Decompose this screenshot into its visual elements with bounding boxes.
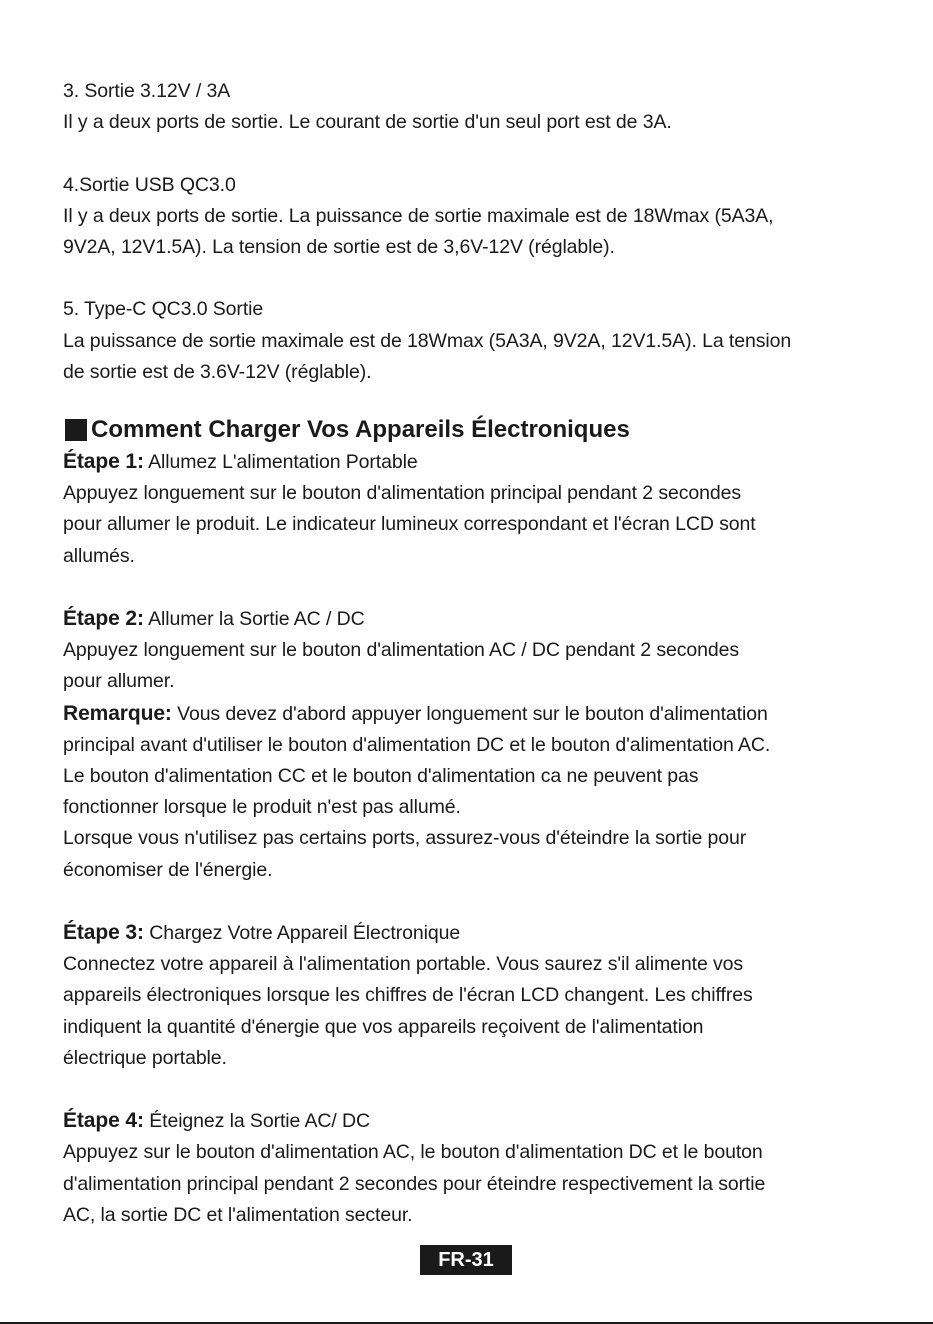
step-3-text-line-2: appareils électroniques lorsque les chiffres de l'écran LCD changent. Les chiffres <box>63 984 753 1007</box>
remark-line-2: principal avant d'utiliser le bouton d'alimentation DC et le bouton d'alimentation AC. <box>63 733 771 756</box>
step-4-label: Étape 4: <box>63 1109 144 1133</box>
step-2-label: Étape 2: <box>63 607 144 630</box>
output-4-text-line-1: Il y a deux ports de sortie. La puissance de sortie maximale est de 18Wmax (5A3A, <box>63 204 774 227</box>
step-3-label: Étape 3: <box>63 921 144 945</box>
charging-section-heading <box>63 414 883 446</box>
charging-heading-text: Comment Charger Vos Appareils Électroniques <box>91 416 630 443</box>
remark-line-4: fonctionner lorsque le produit n'est pas allumé. <box>63 796 461 819</box>
step-2-title: Allumer la Sortie AC / DC <box>143 608 365 630</box>
step-1-text-line-2: pour allumer le produit. Le indicateur lumineux correspondant et l'écran LCD sont <box>63 513 756 536</box>
output-4-text-line-2: 9V2A, 12V1.5A). La tension de sortie est de 3,6V-12V (réglable). <box>63 236 615 258</box>
square-bullet-icon <box>65 419 87 441</box>
spacer <box>63 572 883 603</box>
step-1-header <box>63 446 883 478</box>
step-4-text-line-3: AC, la sortie DC et l'alimentation secteur. <box>63 1203 413 1226</box>
output-5-text-line-2: de sortie est de 3.6V-12V (réglable). <box>63 360 372 383</box>
step-2-text-line-2: pour allumer. <box>63 670 175 693</box>
spacer <box>63 1074 883 1105</box>
remark-line-5: Lorsque vous n'utilisez pas certains ports, assurez-vous d'éteindre la sortie pour <box>63 827 747 850</box>
spacer <box>63 388 883 412</box>
output-5-title: 5. Type-C QC3.0 Sortie <box>63 298 264 321</box>
step-4-text-line-1: Appuyez sur le bouton d'alimentation AC, le bouton d'alimentation DC et le bouton <box>63 1141 763 1164</box>
step-2-text-line-1: Appuyez longuement sur le bouton d'alimentation AC / DC pendant 2 secondes <box>63 639 740 662</box>
remark-text-1: Vous devez d'abord appuyer longuement sur le bouton d'alimentation <box>171 702 768 725</box>
step-1-text-line-3: allumés. <box>63 544 135 567</box>
spacer <box>63 886 883 917</box>
step-3-text-line-3: indiquent la quantité d'énergie que vos appareils reçoivent de l'alimentation <box>63 1015 704 1038</box>
step-3-title: Chargez Votre Appareil Électronique <box>143 922 461 945</box>
step-4-title: Éteignez la Sortie AC/ DC <box>143 1110 370 1133</box>
step-3-header <box>63 917 883 949</box>
page-number-badge: FR-31 <box>420 1245 512 1275</box>
step-4-text-line-2: d'alimentation principal pendant 2 secondes pour éteindre respectivement la sortie <box>63 1172 766 1195</box>
remark-line-1 <box>63 698 883 730</box>
step-1-text-line-1: Appuyez longuement sur le bouton d'alimentation principal pendant 2 secondes <box>63 482 742 505</box>
spacer <box>63 263 883 294</box>
manual-page-content <box>63 76 883 1231</box>
output-5-text-line-1: La puissance de sortie maximale est de 18Wmax (5A3A, 9V2A, 12V1.5A). La tension <box>63 329 792 352</box>
output-3-text: Il y a deux ports de sortie. Le courant de sortie d'un seul port est de 3A. <box>63 111 672 134</box>
step-2-header <box>63 603 883 635</box>
output-3-title: 3. Sortie 3.12V / 3A <box>63 80 231 102</box>
output-4-title: 4.Sortie USB QC3.0 <box>63 173 236 196</box>
remark-line-6: économiser de l'énergie. <box>63 858 273 881</box>
spacer <box>63 138 883 169</box>
step-3-text-line-1: Connectez votre appareil à l'alimentation portable. Vous saurez s'il alimente vos <box>63 953 744 976</box>
remark-line-3: Le bouton d'alimentation CC et le bouton d'alimentation ca ne peuvent pas <box>63 765 699 788</box>
step-1-title: Allumez L'alimentation Portable <box>143 451 418 473</box>
remark-label: Remarque: <box>63 701 172 725</box>
step-4-header <box>63 1105 883 1137</box>
step-1-label: Étape 1: <box>63 450 144 473</box>
step-3-text-line-4: électrique portable. <box>63 1046 227 1069</box>
